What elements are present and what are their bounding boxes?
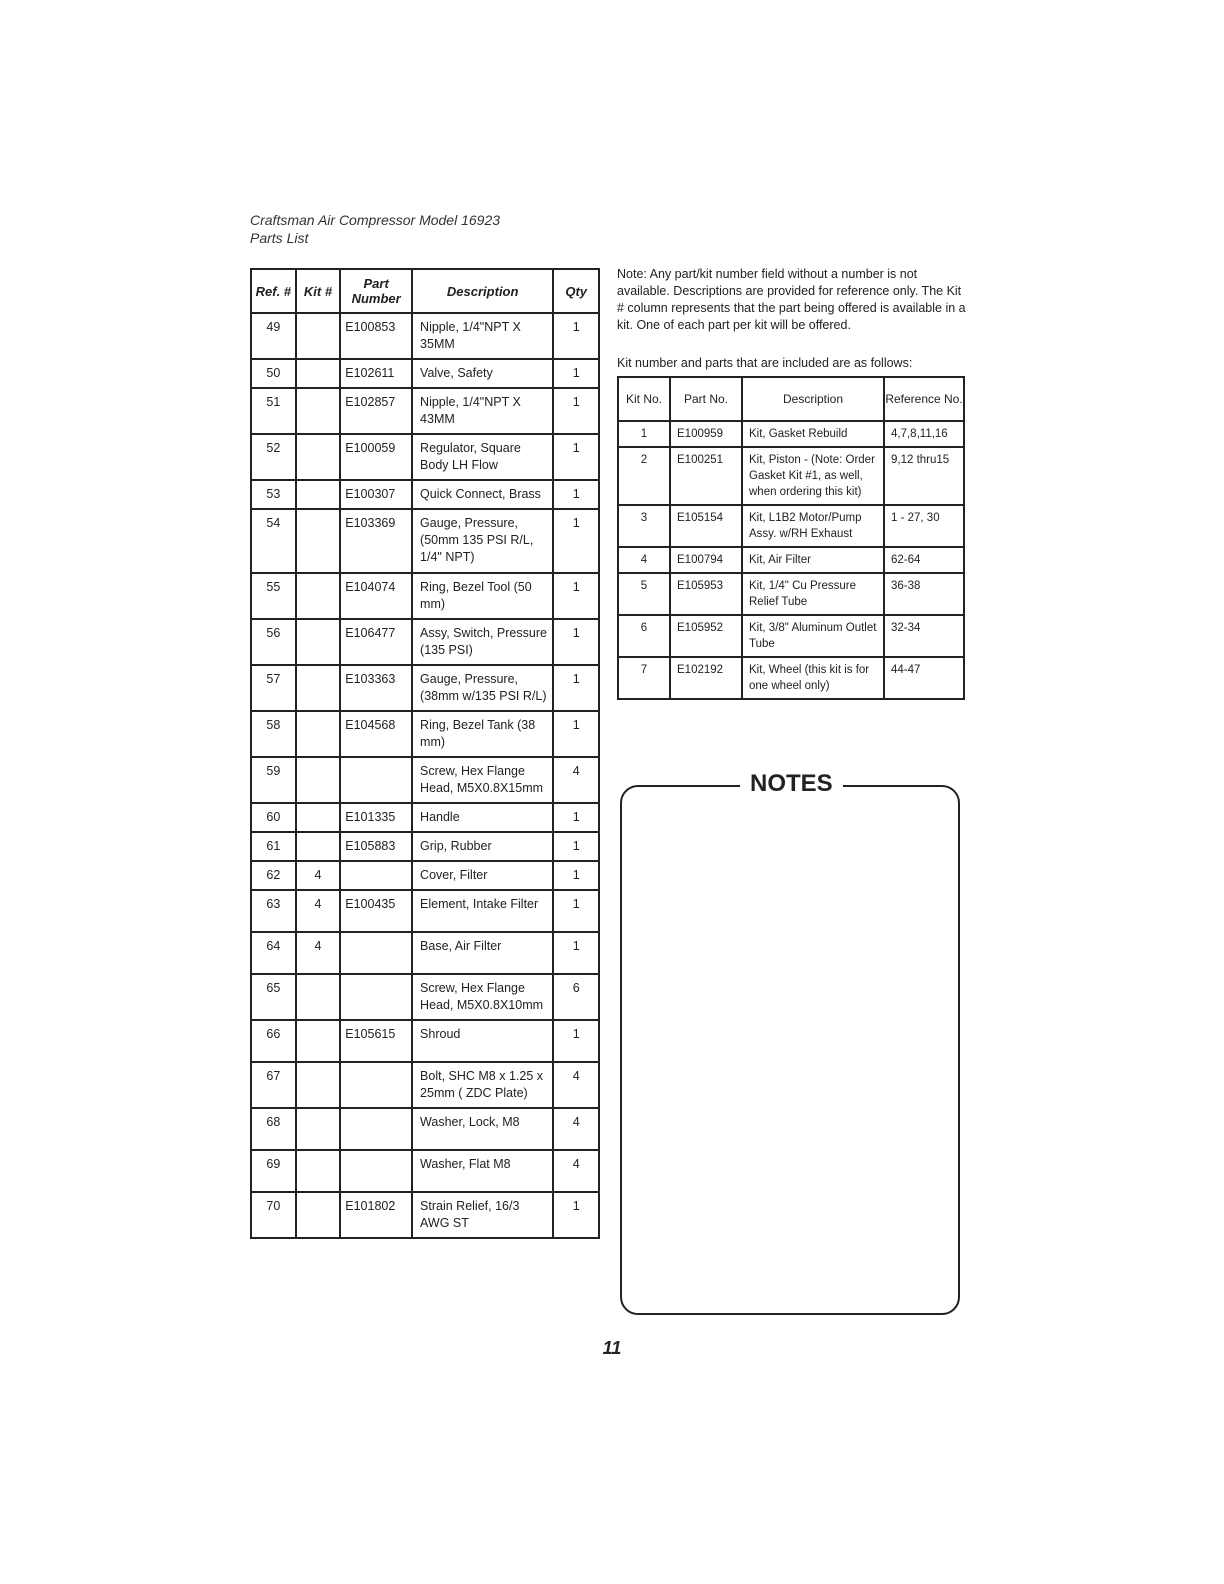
ref-cell: 49 xyxy=(251,313,296,359)
table-row xyxy=(251,711,599,757)
kit-part-cell: E100251 xyxy=(670,447,742,505)
kit-cell: 4 xyxy=(296,861,341,890)
table-row xyxy=(251,434,599,480)
col-part-no: Part No. xyxy=(670,377,742,421)
description-cell: Grip, Rubber xyxy=(412,832,553,861)
ref-cell: 69 xyxy=(251,1150,296,1192)
ref-cell: 67 xyxy=(251,1062,296,1108)
kit-part-cell: E100794 xyxy=(670,547,742,573)
kit-cell xyxy=(296,619,341,665)
col-reference-no: Reference No. xyxy=(884,377,964,421)
notes-box xyxy=(620,785,960,1315)
description-cell: Valve, Safety xyxy=(412,359,553,388)
notes-title: NOTES xyxy=(740,770,843,798)
qty-cell: 1 xyxy=(553,619,599,665)
kit-row xyxy=(618,505,964,547)
kit-row xyxy=(618,573,964,615)
kit-part-cell: E105154 xyxy=(670,505,742,547)
ref-cell: 60 xyxy=(251,803,296,832)
table-row xyxy=(251,1062,599,1108)
qty-cell: 1 xyxy=(553,573,599,619)
kit-row xyxy=(618,421,964,447)
part-number-cell: E102611 xyxy=(340,359,412,388)
table-row xyxy=(251,665,599,711)
ref-cell: 62 xyxy=(251,861,296,890)
description-cell: Screw, Hex Flange Head, M5X0.8X10mm xyxy=(412,974,553,1020)
kit-row xyxy=(618,547,964,573)
description-cell: Cover, Filter xyxy=(412,861,553,890)
description-cell: Assy, Switch, Pressure (135 PSI) xyxy=(412,619,553,665)
document-subtitle: Parts List xyxy=(250,230,309,246)
kit-no-cell: 7 xyxy=(618,657,670,699)
ref-cell: 65 xyxy=(251,974,296,1020)
kit-description-cell: Kit, 1/4" Cu Pressure Relief Tube xyxy=(742,573,884,615)
part-number-cell xyxy=(340,757,412,803)
kit-cell xyxy=(296,832,341,861)
col-qty: Qty xyxy=(553,269,599,313)
ref-cell: 56 xyxy=(251,619,296,665)
kit-reference-cell: 4,7,8,11,16 xyxy=(884,421,964,447)
description-cell: Base, Air Filter xyxy=(412,932,553,974)
part-number-cell xyxy=(340,932,412,974)
description-cell: Gauge, Pressure, (38mm w/135 PSI R/L) xyxy=(412,665,553,711)
kit-description-cell: Kit, L1B2 Motor/Pump Assy. w/RH Exhaust xyxy=(742,505,884,547)
table-row xyxy=(251,1108,599,1150)
ref-cell: 54 xyxy=(251,509,296,573)
description-cell: Screw, Hex Flange Head, M5X0.8X15mm xyxy=(412,757,553,803)
qty-cell: 1 xyxy=(553,711,599,757)
kit-no-cell: 3 xyxy=(618,505,670,547)
table-row xyxy=(251,619,599,665)
kit-description-cell: Kit, Wheel (this kit is for one wheel only) xyxy=(742,657,884,699)
table-row xyxy=(251,1150,599,1192)
kit-part-cell: E102192 xyxy=(670,657,742,699)
kit-no-cell: 4 xyxy=(618,547,670,573)
ref-cell: 58 xyxy=(251,711,296,757)
kit-no-cell: 6 xyxy=(618,615,670,657)
part-number-cell: E100307 xyxy=(340,480,412,509)
ref-cell: 52 xyxy=(251,434,296,480)
part-number-cell: E100853 xyxy=(340,313,412,359)
kit-cell xyxy=(296,665,341,711)
qty-cell: 6 xyxy=(553,974,599,1020)
table-row xyxy=(251,803,599,832)
description-cell: Gauge, Pressure, (50mm 135 PSI R/L, 1/4" NPT) xyxy=(412,509,553,573)
kit-cell xyxy=(296,434,341,480)
kit-cell xyxy=(296,1192,341,1238)
part-number-cell xyxy=(340,1062,412,1108)
kit-intro-text: Kit number and parts that are included are as follows: xyxy=(617,356,913,370)
col-ref: Ref. # xyxy=(251,269,296,313)
ref-cell: 53 xyxy=(251,480,296,509)
kit-cell xyxy=(296,573,341,619)
qty-cell: 1 xyxy=(553,1020,599,1062)
ref-cell: 50 xyxy=(251,359,296,388)
kit-reference-cell: 1 - 27, 30 xyxy=(884,505,964,547)
kit-cell xyxy=(296,757,341,803)
qty-cell: 1 xyxy=(553,509,599,573)
description-cell: Element, Intake Filter xyxy=(412,890,553,932)
description-cell: Strain Relief, 16/3 AWG ST xyxy=(412,1192,553,1238)
qty-cell: 1 xyxy=(553,665,599,711)
kit-table xyxy=(617,376,965,700)
kit-no-cell: 1 xyxy=(618,421,670,447)
kit-row xyxy=(618,615,964,657)
kit-cell: 4 xyxy=(296,890,341,932)
table-row xyxy=(251,757,599,803)
qty-cell: 1 xyxy=(553,313,599,359)
kit-part-cell: E105953 xyxy=(670,573,742,615)
qty-cell: 4 xyxy=(553,1150,599,1192)
kit-description-cell: Kit, 3/8" Aluminum Outlet Tube xyxy=(742,615,884,657)
part-number-cell: E100059 xyxy=(340,434,412,480)
kit-cell xyxy=(296,803,341,832)
part-number-cell xyxy=(340,1150,412,1192)
description-cell: Nipple, 1/4"NPT X 35MM xyxy=(412,313,553,359)
kit-row xyxy=(618,447,964,505)
kit-no-cell: 5 xyxy=(618,573,670,615)
kit-cell xyxy=(296,711,341,757)
document-title: Craftsman Air Compressor Model 16923 xyxy=(250,212,501,228)
ref-cell: 61 xyxy=(251,832,296,861)
table-row xyxy=(251,359,599,388)
kit-cell xyxy=(296,1062,341,1108)
description-cell: Bolt, SHC M8 x 1.25 x 25mm ( ZDC Plate) xyxy=(412,1062,553,1108)
qty-cell: 1 xyxy=(553,832,599,861)
part-number-cell: E104074 xyxy=(340,573,412,619)
ref-cell: 66 xyxy=(251,1020,296,1062)
qty-cell: 1 xyxy=(553,480,599,509)
ref-cell: 57 xyxy=(251,665,296,711)
qty-cell: 1 xyxy=(553,359,599,388)
description-cell: Washer, Flat M8 xyxy=(412,1150,553,1192)
qty-cell: 1 xyxy=(553,803,599,832)
kit-cell: 4 xyxy=(296,932,341,974)
part-number-cell: E106477 xyxy=(340,619,412,665)
part-number-cell: E104568 xyxy=(340,711,412,757)
description-cell: Regulator, Square Body LH Flow xyxy=(412,434,553,480)
kit-description-cell: Kit, Gasket Rebuild xyxy=(742,421,884,447)
qty-cell: 4 xyxy=(553,757,599,803)
description-cell: Nipple, 1/4"NPT X 43MM xyxy=(412,388,553,434)
part-number-cell: E102857 xyxy=(340,388,412,434)
kit-cell xyxy=(296,1150,341,1192)
kit-cell xyxy=(296,313,341,359)
kit-cell xyxy=(296,1108,341,1150)
part-number-cell: E105615 xyxy=(340,1020,412,1062)
table-row xyxy=(251,573,599,619)
ref-cell: 51 xyxy=(251,388,296,434)
ref-cell: 64 xyxy=(251,932,296,974)
kit-cell xyxy=(296,509,341,573)
kit-reference-cell: 36-38 xyxy=(884,573,964,615)
part-number-cell xyxy=(340,974,412,1020)
parts-list-table xyxy=(250,268,600,1239)
ref-cell: 70 xyxy=(251,1192,296,1238)
page-number: 11 xyxy=(602,1338,622,1358)
kit-description-cell: Kit, Piston - (Note: Order Gasket Kit #1, as well, when ordering this kit) xyxy=(742,447,884,505)
table-row xyxy=(251,480,599,509)
part-number-cell: E101335 xyxy=(340,803,412,832)
kit-row xyxy=(618,657,964,699)
ref-cell: 63 xyxy=(251,890,296,932)
qty-cell: 4 xyxy=(553,1062,599,1108)
qty-cell: 1 xyxy=(553,861,599,890)
part-number-cell: E100435 xyxy=(340,890,412,932)
table-row xyxy=(251,1020,599,1062)
description-cell: Quick Connect, Brass xyxy=(412,480,553,509)
col-kit-description: Description xyxy=(742,377,884,421)
col-kit: Kit # xyxy=(296,269,341,313)
ref-cell: 68 xyxy=(251,1108,296,1150)
kit-reference-cell: 44-47 xyxy=(884,657,964,699)
kit-part-cell: E100959 xyxy=(670,421,742,447)
description-cell: Washer, Lock, M8 xyxy=(412,1108,553,1150)
qty-cell: 1 xyxy=(553,388,599,434)
table-row xyxy=(251,1192,599,1238)
table-row xyxy=(251,890,599,932)
ref-cell: 55 xyxy=(251,573,296,619)
kit-reference-cell: 9,12 thru15 xyxy=(884,447,964,505)
qty-cell: 1 xyxy=(553,932,599,974)
table-row xyxy=(251,861,599,890)
part-number-cell xyxy=(340,1108,412,1150)
parts-note: Note: Any part/kit number field without a number is not available. Descriptions are provided for reference only. The Kit # column represents that the part being offered is available in a kit. One of each part per kit will be offered. xyxy=(617,267,966,332)
table-row xyxy=(251,313,599,359)
document-header xyxy=(250,211,500,247)
part-number-cell: E103363 xyxy=(340,665,412,711)
col-kit-no: Kit No. xyxy=(618,377,670,421)
table-row xyxy=(251,509,599,573)
kit-cell xyxy=(296,359,341,388)
part-number-cell: E105883 xyxy=(340,832,412,861)
table-row xyxy=(251,832,599,861)
table-row xyxy=(251,388,599,434)
description-cell: Ring, Bezel Tank (38 mm) xyxy=(412,711,553,757)
part-number-cell: E101802 xyxy=(340,1192,412,1238)
ref-cell: 59 xyxy=(251,757,296,803)
qty-cell: 1 xyxy=(553,890,599,932)
kit-cell xyxy=(296,480,341,509)
table-row xyxy=(251,932,599,974)
kit-reference-cell: 32-34 xyxy=(884,615,964,657)
part-number-cell: E103369 xyxy=(340,509,412,573)
kit-description-cell: Kit, Air Filter xyxy=(742,547,884,573)
kit-cell xyxy=(296,388,341,434)
col-part-number: Part Number xyxy=(340,269,412,313)
kit-no-cell: 2 xyxy=(618,447,670,505)
description-cell: Ring, Bezel Tool (50 mm) xyxy=(412,573,553,619)
description-cell: Shroud xyxy=(412,1020,553,1062)
kit-cell xyxy=(296,974,341,1020)
qty-cell: 4 xyxy=(553,1108,599,1150)
col-description: Description xyxy=(412,269,553,313)
kit-part-cell: E105952 xyxy=(670,615,742,657)
table-row xyxy=(251,974,599,1020)
kit-reference-cell: 62-64 xyxy=(884,547,964,573)
part-number-cell xyxy=(340,861,412,890)
qty-cell: 1 xyxy=(553,434,599,480)
qty-cell: 1 xyxy=(553,1192,599,1238)
kit-cell xyxy=(296,1020,341,1062)
description-cell: Handle xyxy=(412,803,553,832)
